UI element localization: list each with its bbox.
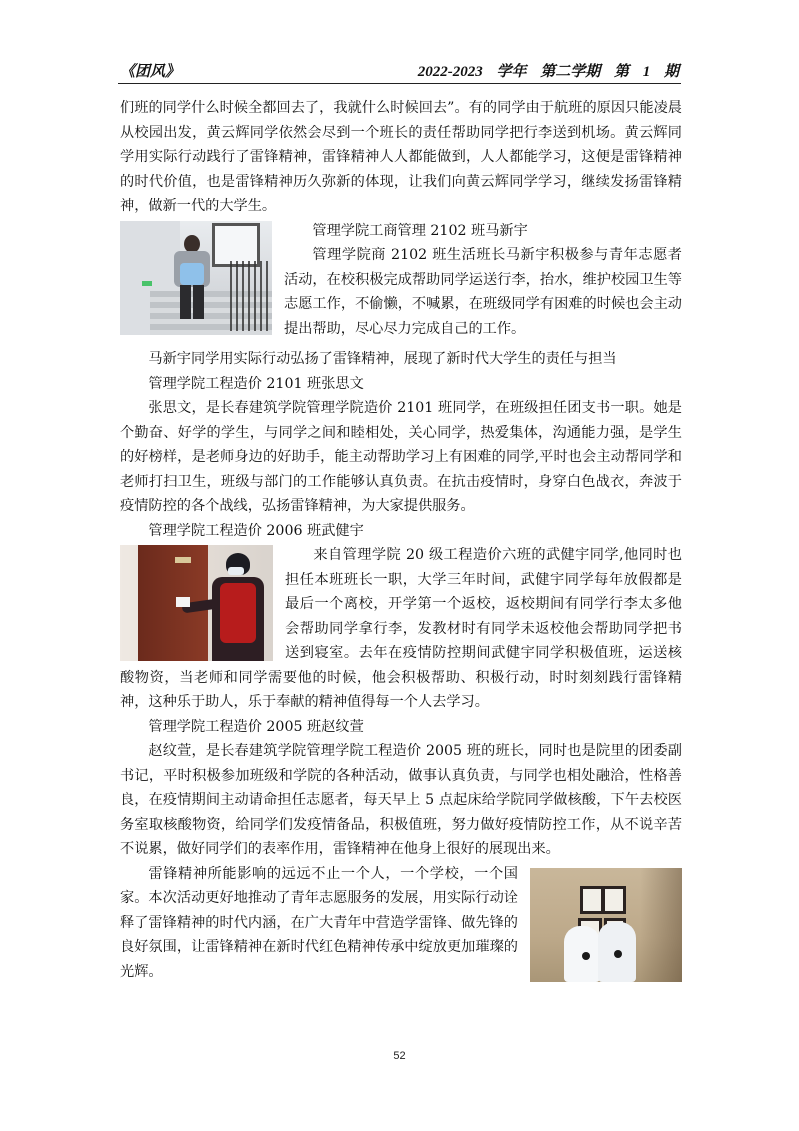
page-number: 52 bbox=[393, 1050, 406, 1062]
section-heading-zhang: 管理学院工程造价 2101 班张思文 bbox=[148, 375, 364, 392]
header-rule bbox=[118, 83, 681, 84]
paragraph-ma-summary: 马新宇同学用实际行动弘扬了雷锋精神，展现了新时代大学生的责任与担当 bbox=[148, 351, 617, 367]
paragraph-zhang: 张思文，是长春建筑学院管理学院造价 2101 班同学，在班级担任团支书一职。她是个勤奋、好学的学生，与同学之间和睦相处，关心同学，热爱集体，沟通能力强，是学生的好榜样，是老师身边的好助手，能主动帮助学习上有困难的同学,平时也会主动帮同学和老师打扫卫生，班级与部门的工作能够认真负责。在抗击疫情时，身穿白色战衣，奔波于疫情防控的各个战线，弘扬雷锋精神，为大家提供服务。 bbox=[120, 400, 682, 514]
section-heading-wu: 管理学院工程造价 2006 班武健宇 bbox=[148, 522, 364, 539]
paragraph-closing: 雷锋精神所能影响的远远不止一个人，一个学校，一个国家。本次活动更好地推动了青年志愿服务的发展，用实际行动诠释了雷锋精神的时代内涵，在广大青年中营造学雷锋、做先锋的良好氛围，让雷锋精神在新时代红色精神传承中绽放更加璀璨的光辉。 bbox=[120, 865, 518, 980]
paragraph-wu: 来自管理学院 20 级工程造价六班的武健宇同学,他同时也担任本班班长一职，大学三年时间，武健宇同学每年放假都是最后一个离校，开学第一个返校，返校期间有同学行李太多他会帮助同学拿行李，发教材时有同学未返校他会帮助同学把书送到寝室。去年在疫情防控期间武健宇同学积极值班，运送核酸物资，当老师和同学需要他的时候，他会积极帮助、积极行动，时时刻刻践行雷锋精神，这种乐于助人，乐于奉献的精神值得每一个人去学习。 bbox=[120, 547, 682, 710]
section-heading-zhao: 管理学院工程造价 2005 班赵纹萱 bbox=[148, 718, 364, 735]
photo-protective-suits bbox=[530, 868, 682, 982]
issue-info: 2022-2023 学年 第二学期 第 1 期 bbox=[417, 64, 679, 80]
article-body bbox=[120, 96, 682, 986]
paragraph-intro: 们班的同学什么时候全都回去了，我就什么时候回去”。有的同学由于航班的原因只能凌晨从校园出发，黄云辉同学依然会尽到一个班长的责任帮助同学把行李送到机场。黄云辉同学用实际行动践行了雷锋精神，雷锋精神人人都能做到，人人都能学习，这便是雷锋精神的时代价值，也是雷锋精神历久弥新的体现，让我们向黄云辉同学学习，继续发扬雷锋精神，做新一代的大学生。 bbox=[120, 100, 682, 214]
paragraph-ma: 管理学院商 2102 班生活班长马新宇积极参与青年志愿者活动，在校积极完成帮助同学运送行李，抬水，维护校园卫生等志愿工作，不偷懒，不喊累，在班级同学有困难的时候也会主动提出帮助，尽心尽力完成自己的工作。 bbox=[284, 247, 682, 337]
paragraph-zhao: 赵纹萱，是长春建筑学院管理学院工程造价 2005 班的班长，同时也是院里的团委副书记，平时积极参加班级和学院的各种活动，做事认真负责，与同学也相处融洽，性格善良，在疫情期间主动请命担任志愿者，每天早上 5 点起床给学院同学做核酸，下午去校医务室取核酸物资，给同学们发疫情备品，积极值班，努力做好疫情防控工作，从不说辛苦不说累，做好同学们的表率作用，雷锋精神在他身上很好的展现出来。 bbox=[120, 743, 682, 857]
magazine-title: 《团风》 bbox=[120, 64, 181, 80]
section-heading-ma: 管理学院工商管理 2102 班马新宇 bbox=[312, 222, 528, 239]
photo-volunteer-at-door bbox=[120, 545, 273, 661]
page-header bbox=[120, 60, 679, 82]
photo-student-carrying-water bbox=[120, 221, 272, 335]
